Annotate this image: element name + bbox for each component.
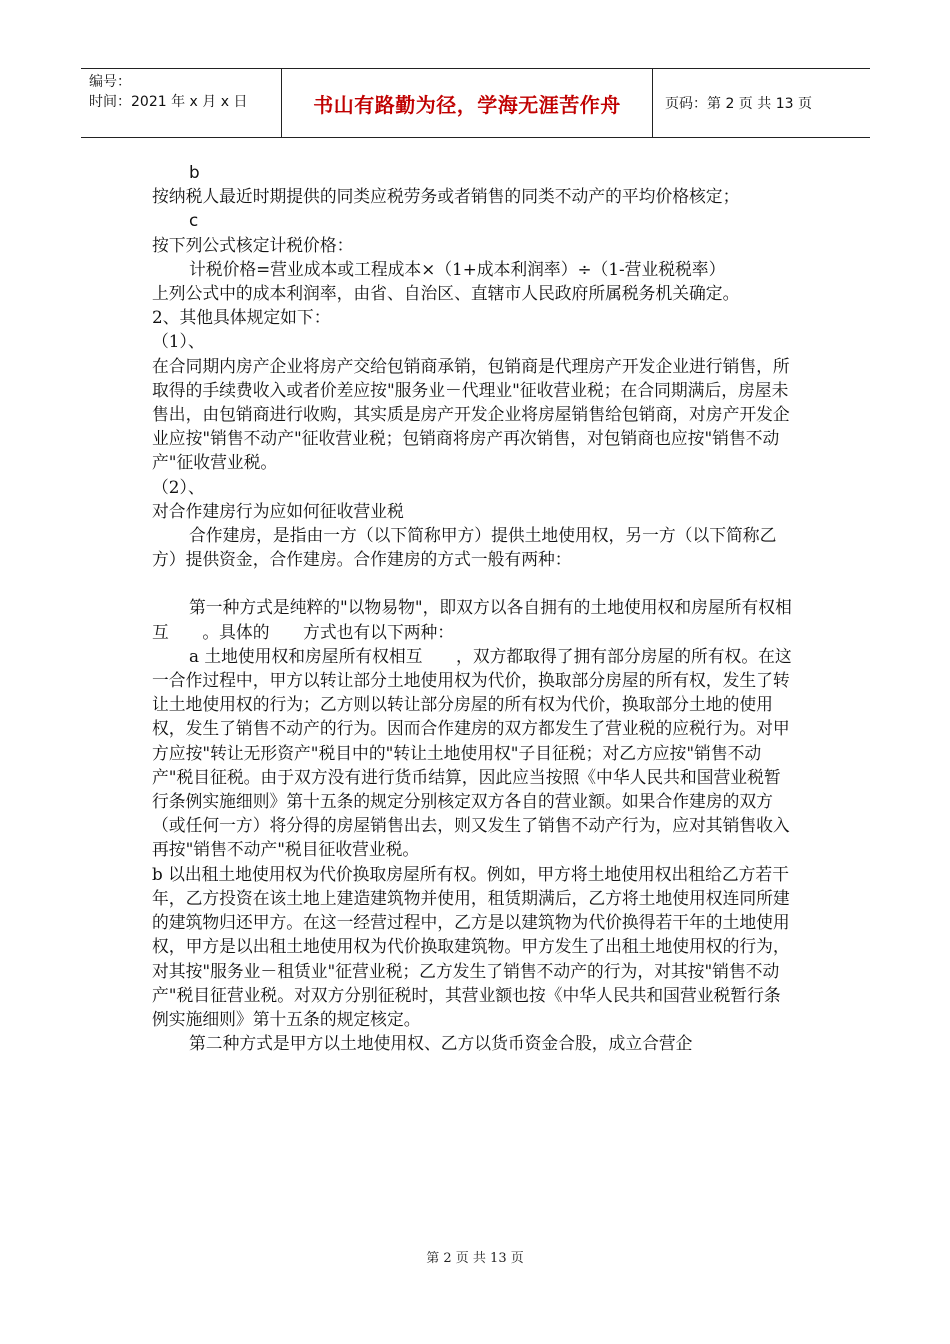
document-body <box>152 160 792 1055</box>
document-number-label: 编号： <box>89 74 131 90</box>
paragraph: 第一种方式是纯粹的"以物易物"，即双方以各自拥有的土地使用权和房屋所有权相互 。具体的 方式也有以下两种： <box>152 597 792 642</box>
paragraph: b 以出租土地使用权为代价换取房屋所有权。例如，甲方将土地使用权出租给乙方若干年，乙方投资在该土地上建造建筑物并使用，租赁期满后，乙方将土地使用权连同所建的建筑物归还甲方。在这一经营过程中，乙方是以建筑物为代价换得若干年的土地使用权，甲方是以出租土地使用权为代价换取建筑物。甲方发生了出租土地使用权的行为，对其按"服务业－租赁业"征营业税；乙方发生了销售不动产的行为，对其按"销售不动产"税目征营业税。对双方分别征税时，其营业额也按《中华人民共和国营业税暂行条例实施细则》第十五条的规定核定。 <box>152 863 790 1029</box>
paragraph: 合作建房，是指由一方（以下简称甲方）提供土地使用权，另一方（以下简称乙方）提供资金，合作建房。合作建房的方式一般有两种： <box>152 525 777 570</box>
section-heading: 2、其他具体规定如下： <box>152 307 331 328</box>
page-header <box>81 68 870 138</box>
header-meta <box>81 69 281 137</box>
paragraph: 在合同期内房产企业将房产交给包销商承销，包销商是代理房产开发企业进行销售，所取得的手续费收入或者价差应按"服务业－代理业"征收营业税；在合同期满后，房屋未售出，由包销商进行收购，其实质是房产开发企业将房屋销售给包销商，对房产开发企业应按"销售不动产"征收营业税；包销商将房产再次销售，对包销商也应按"销售不动产"征收营业税。 <box>152 355 790 473</box>
header-motto: 书山有路勤为径，学海无涯苦作舟 <box>281 69 653 137</box>
paragraph: 按下列公式核定计税价格： <box>152 234 354 255</box>
page-footer: 第 2 页 共 13 页 <box>426 1251 524 1266</box>
document-date: 时间：2021 年 x 月 x 日 <box>89 94 248 110</box>
paragraph: 第二种方式是甲方以土地使用权、乙方以货币资金合股，成立合营企 <box>189 1033 693 1054</box>
subsection-marker: （2）、 <box>152 476 205 497</box>
paragraph: a 土地使用权和房屋所有权相互 ，双方都取得了拥有部分房屋的所有权。在这一合作过程中，甲方以转让部分土地使用权为代价，换取部分房屋的所有权，发生了转让土地使用权的行为；乙方则以转让部分房屋的所有权为代价，换取部分土地的使用权，发生了销售不动产的行为。因而合作建房的双方都发生了营业税的应税行为。对甲方应按"转让无形资产"税目中的"转让土地使用权"子目征税；对乙方应按"销售不动产"税目征税。由于双方没有进行货币结算，因此应当按照《中华人民共和国营业税暂行条例实施细则》第十五条的规定分别核定双方各自的营业额。如果合作建房的双方（或任何一方）将分得的房屋销售出去，则又发生了销售不动产行为，应对其销售收入再按"销售不动产"税目征收营业税。 <box>152 645 792 860</box>
subsection-marker: （1）、 <box>152 331 205 352</box>
formula: 计税价格=营业成本或工程成本×（1+成本利润率）÷（1-营业税税率） <box>189 258 726 279</box>
header-page-info: 页码：第 2 页 共 13 页 <box>665 96 812 112</box>
paragraph: 按纳税人最近时期提供的同类应税劳务或者销售的同类不动产的平均价格核定； <box>152 186 740 207</box>
subsection-title: 对合作建房行为应如何征收营业税 <box>152 500 404 521</box>
blank-line <box>152 571 792 595</box>
list-marker-b: b <box>189 162 200 182</box>
paragraph: 上列公式中的成本利润率，由省、自治区、直辖市人民政府所属税务机关确定。 <box>152 283 740 304</box>
list-marker-c: c <box>189 210 199 231</box>
